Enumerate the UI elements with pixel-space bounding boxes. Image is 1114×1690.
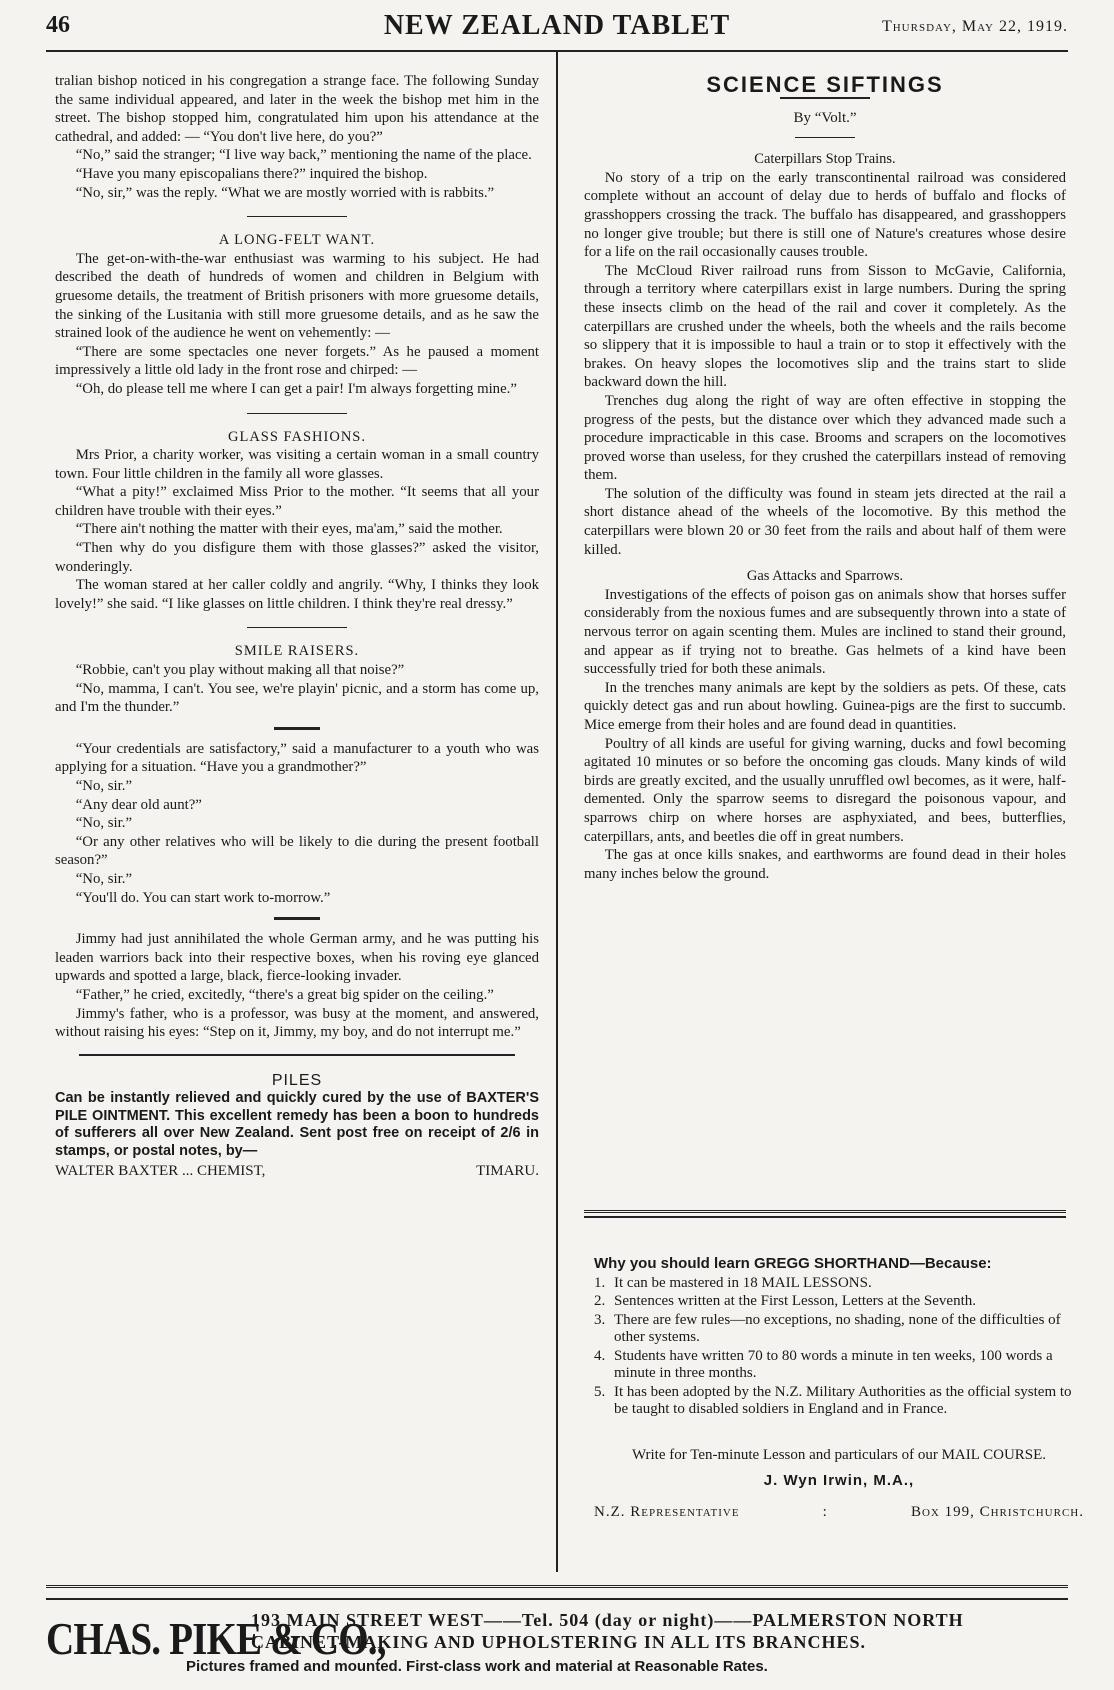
paragraph: “Robbie, can't you play without making all that noise?” xyxy=(75,662,405,679)
paragraph: “No, sir,” was the reply. “What we are mostly worried with is rabbits.” xyxy=(75,184,495,201)
list-item: 1. It can be mastered in 18 MAIL LESSONS. xyxy=(594,1274,872,1291)
paragraph: The McCloud River railroad runs from Sisson to McGavie, California, through a territory where caterpillars exist in large numbers. During the spring these insects climb on the head of the rail and cover it completely. As the caterpillars are crushed under the wheels, both the wheels and the rails become so slippery that it is impossible to haul a train or to stop it effectively with the brakes. On heavy slopes the locomotives slip and the trains start to slide backward down the hill. xyxy=(584,262,1066,391)
piles-body: Can be instantly relieved and quickly cured by the use of BAXTER'S PILE OINTMENT. This excellent remedy has been a boon to hundreds of sufferers all over New Zealand. Sent post free on receipt of 2/6 in stamps, or postal notes, by— xyxy=(55,1090,539,1159)
section-rule xyxy=(247,413,347,414)
gregg-colon: : xyxy=(822,1503,828,1520)
paragraph: “What a pity!” exclaimed Miss Prior to the mother. “It seems that all your children have trouble with their eyes.” xyxy=(55,484,539,519)
paragraph: “Then why do you disfigure them with those glasses?” asked the visitor, wonderingly. xyxy=(55,540,539,575)
paragraph: Jimmy had just annihilated the whole German army, and he was putting his leaden warriors back into their respective boxes, when his roving eye glanced upwards and spotted a large, black, fierce-looking invader. xyxy=(55,931,539,985)
paragraph: “Any dear old aunt?” xyxy=(75,796,202,813)
story-dash xyxy=(274,727,320,730)
paragraph: Trenches dug along the right of way are often effective in stopping the progress of the pests, but the distance over which they advanced made such a procedure impracticable in this case. Brooms and scrapers on the locomotives proved worse than useless, for they crushed the caterpillars instead of removing them. xyxy=(584,392,1066,484)
heading-gas-attacks: Gas Attacks and Sparrows. xyxy=(746,568,904,585)
ad-separator-2 xyxy=(584,1216,1066,1218)
piles-title: PILES xyxy=(271,1071,323,1089)
story-dash xyxy=(274,917,320,920)
right-column xyxy=(584,72,1066,883)
science-siftings-title: SCIENCE SIFTINGS xyxy=(706,72,944,97)
paragraph: In the trenches many animals are kept by the soldiers as pets. Of these, cats quickly detect gas and run about howling. Guinea-pigs are the first to succumb. Mice emerge from their holes and are found dead in quantities. xyxy=(584,679,1066,733)
heading-caterpillars: Caterpillars Stop Trains. xyxy=(754,151,896,168)
paragraph: “No, sir.” xyxy=(75,870,133,887)
masthead: NEW ZEALAND TABLET xyxy=(383,10,731,41)
section-rule xyxy=(247,627,347,628)
paragraph: The solution of the difficulty was found in steam jets directed at the rail a short distance ahead of the wheels of the locomotive. By this method the caterpillars were blown 20 or 30 feet from the rails and about half of them were killed. xyxy=(584,485,1066,558)
paragraph: “Your credentials are satisfactory,” said a manufacturer to a youth who was applying for a situation. “Have you a grandmother?” xyxy=(55,740,539,776)
ad-rule xyxy=(79,1054,515,1056)
paragraph: “Have you many episcopalians there?” inquired the bishop. xyxy=(75,165,428,182)
pike-pictures-line: Pictures framed and mounted. First-class work and material at Reasonable Rates. xyxy=(186,1658,768,1675)
paragraph: The get-on-with-the-war enthusiast was warming to his subject. He had described the death of hundreds of women and children in Belgium with gruesome details, the treatment of British prisoners with more gruesome details, the sinking of the Lusitania with still more gruesome details, and as he saw the strained look of the audience he went on vehemently: — xyxy=(55,250,539,342)
pike-advertisement xyxy=(46,1610,1094,1680)
byline-rule xyxy=(795,137,855,138)
byline: By “Volt.” xyxy=(793,109,857,126)
paragraph: “No, sir.” xyxy=(75,815,133,832)
gregg-box-address: Box 199, Christchurch. xyxy=(910,1503,1084,1520)
left-column xyxy=(55,72,539,1181)
paragraph: “No, sir.” xyxy=(75,778,133,794)
gregg-reasons xyxy=(594,1275,1084,1419)
page-number: 46 xyxy=(46,12,70,38)
piles-signature xyxy=(55,1162,539,1181)
gregg-representative: N.Z. Representative xyxy=(594,1503,740,1520)
paragraph: Poultry of all kinds are useful for giving warning, ducks and fowl becoming agitated 10 minutes or so before the oncoming gas clouds. Many kinds of wild birds are greatly excited, and the usually unruffled owl becomes, as it were, half-demented. Only the sparrow seems to disregard the poisonous vapour, and sparrows chirp on where horses are asphyxiated, and bees, butterflies, caterpillars, ants, and beetles die off in great numbers. xyxy=(584,735,1066,845)
pike-address-line: 193 MAIN STREET WEST——Tel. 504 (day or night)——PALMERSTON NORTH xyxy=(251,1610,964,1630)
paragraph: Investigations of the effects of poison gas on animals show that horses suffer considerably from the noxious fumes and are subsequently thrown into a state of nervous terror on again scenting them. Mules are inclined to stand their ground, and appear as if trying not to breathe. Gas helmets of a kind have been successfully tried for both these animals. xyxy=(584,586,1066,678)
issue-date: Thursday, May 22, 1919. xyxy=(881,18,1068,35)
list-item: 4. Students have written 70 to 80 words a minute in ten weeks, 100 words a minute in three months. xyxy=(594,1347,1053,1381)
piles-chemist: WALTER BAXTER ... CHEMIST, xyxy=(55,1163,266,1180)
heading-long-felt-want: A LONG-FELT WANT. xyxy=(218,232,376,249)
paragraph: The woman stared at her caller coldly and angrily. “Why, I thinks they look lovely!” she said. “I like glasses on little children. I think they're real dressy.” xyxy=(55,577,539,612)
paragraph: “No,” said the stranger; “I live way back,” mentioning the name of the place. xyxy=(75,147,532,164)
gregg-contact-name: J. Wyn Irwin, M.A., xyxy=(763,1472,915,1489)
gregg-footer xyxy=(594,1504,1084,1522)
paragraph: Mrs Prior, a charity worker, was visiting a certain woman in a small country town. Four little children in the family all wore glasses. xyxy=(55,447,539,482)
paragraph: “Father,” he cried, excitedly, “there's a great big spider on the ceiling.” xyxy=(75,986,494,1003)
bishop-story xyxy=(55,72,539,202)
footer-rule-2 xyxy=(46,1598,1068,1600)
column-divider xyxy=(556,52,558,1572)
paragraph: “Or any other relatives who will be likely to die during the present football season?” xyxy=(55,833,539,869)
footer-rule xyxy=(46,1585,1068,1588)
list-item: 2. Sentences written at the First Lesson, Letters at the Seventh. xyxy=(594,1293,976,1309)
piles-advertisement xyxy=(55,1072,539,1181)
paragraph: “No, mamma, I can't. You see, we're playin' picnic, and a storm has come up, and I'm the thunder.” xyxy=(55,680,539,716)
paragraph: The gas at once kills snakes, and earthworms are found dead in their holes many inches below the ground. xyxy=(584,847,1066,882)
paragraph: Jimmy's father, who is a professor, was busy at the moment, and answered, without raising his eyes: “Step on it, Jimmy, my boy, and do not interrupt me.” xyxy=(55,1005,539,1041)
section-rule xyxy=(247,216,347,217)
gregg-headline: Why you should learn GREGG SHORTHAND—Because: xyxy=(594,1255,992,1272)
heading-glass-fashions: GLASS FASHIONS. xyxy=(227,428,366,445)
list-item: 3. There are few rules—no exceptions, no shading, none of the difficulties of other systems. xyxy=(594,1311,1061,1345)
paragraph: “Oh, do please tell me where I can get a pair! I'm always forgetting mine.” xyxy=(75,380,517,397)
heading-smile-raisers: SMILE RAISERS. xyxy=(234,643,360,660)
paragraph: “There ain't nothing the matter with their eyes, ma'am,” said the mother. xyxy=(75,521,503,538)
gregg-write-for: Write for Ten-minute Lesson and particulars of our MAIL COURSE. xyxy=(631,1446,1047,1463)
piles-town: TIMARU. xyxy=(476,1163,539,1180)
paragraph: tralian bishop noticed in his congregation a strange face. The following Sunday the same individual appeared, and later in the week the bishop met him in the street. The bishop stopped him, congratulated him upon his attendance at the cathedral, and added: — “You don't live here, do you?” xyxy=(55,73,539,145)
ad-separator xyxy=(584,1210,1066,1213)
paragraph: “You'll do. You can start work to-morrow.” xyxy=(75,889,331,906)
page-header xyxy=(46,8,1068,48)
list-item: 5. It has been adopted by the N.Z. Military Authorities as the official system to be taught to disabled soldiers in England and in France. xyxy=(594,1383,1072,1417)
paragraph: “There are some spectacles one never forgets.” As he paused a moment impressively a little old lady in the front rose and chirped: — xyxy=(55,343,539,379)
paragraph: No story of a trip on the early transcontinental railroad was considered complete without an account of delay due to herds of buffalo and flocks of grasshoppers crossing the track. The buffalo has disappeared, and grasshoppers no longer give trouble; but there is still one of Nature's creatures whose desire for a life on the rail occasionally causes trouble. xyxy=(584,169,1066,261)
pike-services-line: CABINET-MAKING AND UPHOLSTERING IN ALL ITS BRANCHES. xyxy=(251,1632,866,1652)
pike-company-name: CHAS. PIKE & CO., xyxy=(46,1613,386,1664)
gregg-shorthand-advertisement xyxy=(594,1255,1084,1521)
